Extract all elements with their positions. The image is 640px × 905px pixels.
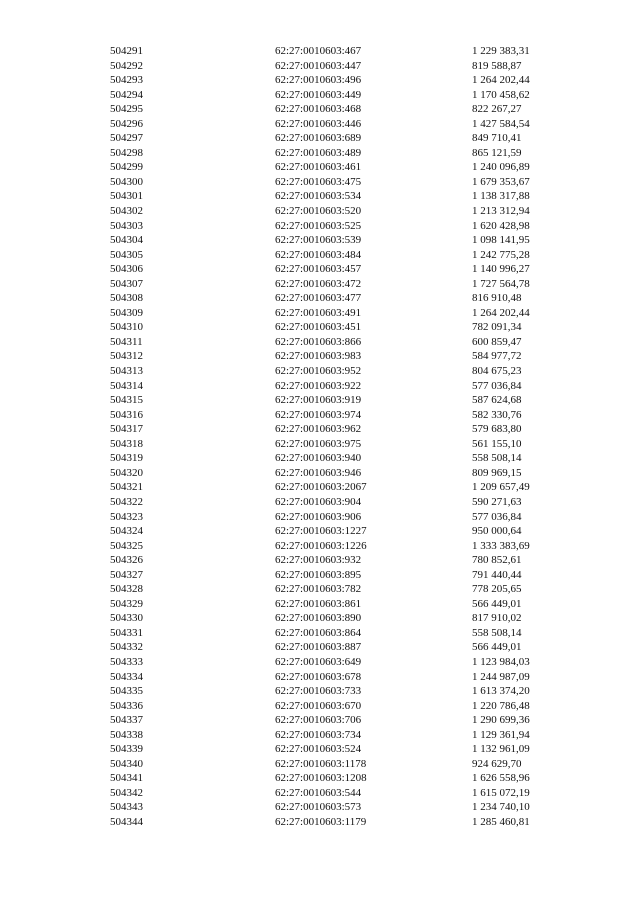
cadastral-value: 600 859,47: [472, 335, 522, 348]
cadastral-value: 1 123 984,03: [472, 655, 530, 668]
row-number: 504334: [110, 670, 143, 683]
cadastral-number: 62:27:0010603:451: [275, 321, 362, 334]
row-number: 504296: [110, 117, 143, 130]
cadastral-number: 62:27:0010603:946: [275, 466, 362, 479]
cadastral-value: 816 910,48: [472, 292, 522, 305]
table-row: [0, 44, 640, 59]
cadastral-number: 62:27:0010603:447: [275, 59, 362, 72]
cadastral-value: 1 626 558,96: [472, 772, 530, 785]
row-number: 504292: [110, 59, 143, 72]
cadastral-number: 62:27:0010603:932: [275, 554, 362, 567]
table-row: [0, 131, 640, 146]
cadastral-value: 778 205,65: [472, 583, 522, 596]
table-row: [0, 408, 640, 423]
cadastral-value: 782 091,34: [472, 321, 522, 334]
table-row: [0, 73, 640, 88]
cadastral-number: 62:27:0010603:974: [275, 408, 362, 421]
cadastral-value: 1 620 428,98: [472, 219, 530, 232]
row-number: 504315: [110, 394, 143, 407]
cadastral-value: 1 242 775,28: [472, 248, 530, 261]
cadastral-number: 62:27:0010603:983: [275, 350, 362, 363]
table-row: [0, 684, 640, 699]
table-row: [0, 800, 640, 815]
cadastral-value: 584 977,72: [472, 350, 522, 363]
table-row: [0, 480, 640, 495]
cadastral-number: 62:27:0010603:861: [275, 597, 362, 610]
table-row: [0, 655, 640, 670]
cadastral-value: 1 209 657,49: [472, 481, 530, 494]
cadastral-value: 577 036,84: [472, 510, 522, 523]
cadastral-value: 822 267,27: [472, 103, 522, 116]
cadastral-number: 62:27:0010603:1179: [275, 815, 367, 828]
cadastral-number: 62:27:0010603:906: [275, 510, 362, 523]
row-number: 504327: [110, 568, 143, 581]
table-row: [0, 306, 640, 321]
table-row: [0, 291, 640, 306]
cadastral-number: 62:27:0010603:919: [275, 394, 362, 407]
cadastral-value: 791 440,44: [472, 568, 522, 581]
cadastral-value: 865 121,59: [472, 146, 522, 159]
cadastral-number: 62:27:0010603:1227: [275, 525, 367, 538]
row-number: 504324: [110, 525, 143, 538]
cadastral-value: 1 290 699,36: [472, 714, 530, 727]
table-row: [0, 466, 640, 481]
cadastral-number: 62:27:0010603:472: [275, 277, 362, 290]
row-number: 504317: [110, 423, 143, 436]
row-number: 504301: [110, 190, 143, 203]
cadastral-number: 62:27:0010603:940: [275, 452, 362, 465]
cadastral-number: 62:27:0010603:446: [275, 117, 362, 130]
table-row: [0, 437, 640, 452]
cadastral-value: 582 330,76: [472, 408, 522, 421]
row-number: 504312: [110, 350, 143, 363]
row-number: 504291: [110, 45, 143, 57]
table-row: [0, 771, 640, 786]
row-number: 504337: [110, 714, 143, 727]
row-number: 504339: [110, 743, 143, 756]
cadastral-value: 1 727 564,78: [472, 277, 530, 290]
cadastral-number: 62:27:0010603:525: [275, 219, 362, 232]
row-number: 504335: [110, 685, 143, 698]
table-row: [0, 597, 640, 612]
cadastral-value: 579 683,80: [472, 423, 522, 436]
row-number: 504308: [110, 292, 143, 305]
cadastral-value: 1 333 383,69: [472, 539, 530, 552]
cadastral-number: 62:27:0010603:975: [275, 437, 362, 450]
table-row: [0, 102, 640, 117]
cadastral-number: 62:27:0010603:962: [275, 423, 362, 436]
cadastral-number: 62:27:0010603:467: [275, 45, 362, 57]
cadastral-value: 1 285 460,81: [472, 815, 530, 828]
table-row: [0, 248, 640, 263]
row-number: 504299: [110, 161, 143, 174]
cadastral-number: 62:27:0010603:573: [275, 801, 362, 814]
cadastral-number: 62:27:0010603:890: [275, 612, 362, 625]
table-row: [0, 175, 640, 190]
cadastral-number: 62:27:0010603:2067: [275, 481, 367, 494]
cadastral-number: 62:27:0010603:449: [275, 88, 362, 101]
table-row: [0, 670, 640, 685]
table-row: [0, 189, 640, 204]
table-row: [0, 219, 640, 234]
cadastral-number: 62:27:0010603:689: [275, 132, 362, 145]
cadastral-value: 561 155,10: [472, 437, 522, 450]
table-row: [0, 117, 640, 132]
cadastral-number: 62:27:0010603:866: [275, 335, 362, 348]
cadastral-value: 1 427 584,54: [472, 117, 530, 130]
row-number: 504329: [110, 597, 143, 610]
cadastral-value: 1 220 786,48: [472, 699, 530, 712]
table-row: [0, 539, 640, 554]
row-number: 504302: [110, 205, 143, 218]
cadastral-value: 590 271,63: [472, 495, 522, 508]
cadastral-value: 566 449,01: [472, 641, 522, 654]
row-number: 504330: [110, 612, 143, 625]
row-number: 504300: [110, 175, 143, 188]
table-row: [0, 379, 640, 394]
cadastral-value: 1 244 987,09: [472, 670, 530, 683]
table-row: [0, 364, 640, 379]
table-row: [0, 233, 640, 248]
cadastral-number: 62:27:0010603:649: [275, 655, 362, 668]
cadastral-value: 566 449,01: [472, 597, 522, 610]
table-row: [0, 262, 640, 277]
cadastral-number: 62:27:0010603:1208: [275, 772, 367, 785]
table-row: [0, 422, 640, 437]
cadastral-value: 809 969,15: [472, 466, 522, 479]
cadastral-number: 62:27:0010603:895: [275, 568, 362, 581]
cadastral-value: 1 264 202,44: [472, 74, 530, 87]
cadastral-number: 62:27:0010603:678: [275, 670, 362, 683]
cadastral-number: 62:27:0010603:887: [275, 641, 362, 654]
row-number: 504305: [110, 248, 143, 261]
cadastral-number: 62:27:0010603:489: [275, 146, 362, 159]
table-row: [0, 59, 640, 74]
row-number: 504314: [110, 379, 143, 392]
table-row: [0, 451, 640, 466]
table-row: [0, 524, 640, 539]
cadastral-number: 62:27:0010603:864: [275, 626, 362, 639]
cadastral-value: 1 240 096,89: [472, 161, 530, 174]
row-number: 504319: [110, 452, 143, 465]
cadastral-value: 587 624,68: [472, 394, 522, 407]
row-number: 504293: [110, 74, 143, 87]
cadastral-number: 62:27:0010603:524: [275, 743, 362, 756]
cadastral-number: 62:27:0010603:782: [275, 583, 362, 596]
row-number: 504341: [110, 772, 143, 785]
table-row: [0, 626, 640, 641]
cadastral-number: 62:27:0010603:733: [275, 685, 362, 698]
cadastral-value: 817 910,02: [472, 612, 522, 625]
row-number: 504297: [110, 132, 143, 145]
table-row: [0, 277, 640, 292]
cadastral-value: 558 508,14: [472, 452, 522, 465]
row-number: 504340: [110, 757, 143, 770]
cadastral-number: 62:27:0010603:539: [275, 234, 362, 247]
table-row: [0, 204, 640, 219]
row-number: 504304: [110, 234, 143, 247]
row-number: 504311: [110, 335, 143, 348]
row-number: 504298: [110, 146, 143, 159]
row-number: 504318: [110, 437, 143, 450]
cadastral-number: 62:27:0010603:534: [275, 190, 362, 203]
table-row: [0, 510, 640, 525]
row-number: 504316: [110, 408, 143, 421]
row-number: 504322: [110, 495, 143, 508]
table-row: [0, 160, 640, 175]
cadastral-value: 1 679 353,67: [472, 175, 530, 188]
table-row: [0, 568, 640, 583]
cadastral-number: 62:27:0010603:468: [275, 103, 362, 116]
row-number: 504303: [110, 219, 143, 232]
cadastral-value: 924 629,70: [472, 757, 522, 770]
cadastral-value-table: [0, 44, 640, 830]
cadastral-value: 950 000,64: [472, 525, 522, 538]
cadastral-value: 804 675,23: [472, 365, 522, 378]
cadastral-number: 62:27:0010603:1178: [275, 757, 367, 770]
row-number: 504332: [110, 641, 143, 654]
row-number: 504307: [110, 277, 143, 290]
cadastral-number: 62:27:0010603:706: [275, 714, 362, 727]
cadastral-value: 1 264 202,44: [472, 306, 530, 319]
row-number: 504321: [110, 481, 143, 494]
row-number: 504325: [110, 539, 143, 552]
cadastral-number: 62:27:0010603:734: [275, 728, 362, 741]
table-row: [0, 582, 640, 597]
cadastral-value: 1 613 374,20: [472, 685, 530, 698]
cadastral-value: 1 229 383,31: [472, 45, 530, 57]
cadastral-value: 558 508,14: [472, 626, 522, 639]
table-row: [0, 611, 640, 626]
cadastral-number: 62:27:0010603:904: [275, 495, 362, 508]
cadastral-number: 62:27:0010603:484: [275, 248, 362, 261]
table-row: [0, 88, 640, 103]
cadastral-number: 62:27:0010603:477: [275, 292, 362, 305]
cadastral-value: 1 138 317,88: [472, 190, 530, 203]
table-row: [0, 815, 640, 830]
cadastral-value: 1 234 740,10: [472, 801, 530, 814]
row-number: 504294: [110, 88, 143, 101]
row-number: 504310: [110, 321, 143, 334]
row-number: 504295: [110, 103, 143, 116]
row-number: 504344: [110, 815, 143, 828]
cadastral-value: 849 710,41: [472, 132, 522, 145]
cadastral-value: 780 852,61: [472, 554, 522, 567]
cadastral-number: 62:27:0010603:461: [275, 161, 362, 174]
cadastral-value: 577 036,84: [472, 379, 522, 392]
row-number: 504313: [110, 365, 143, 378]
cadastral-value: 1 098 141,95: [472, 234, 530, 247]
cadastral-value: 1 170 458,62: [472, 88, 530, 101]
cadastral-number: 62:27:0010603:1226: [275, 539, 367, 552]
table-row: [0, 146, 640, 161]
cadastral-number: 62:27:0010603:544: [275, 786, 362, 799]
table-row: [0, 728, 640, 743]
row-number: 504309: [110, 306, 143, 319]
cadastral-value: 819 588,87: [472, 59, 522, 72]
cadastral-number: 62:27:0010603:520: [275, 205, 362, 218]
cadastral-value: 1 132 961,09: [472, 743, 530, 756]
row-number: 504326: [110, 554, 143, 567]
row-number: 504342: [110, 786, 143, 799]
cadastral-number: 62:27:0010603:496: [275, 74, 362, 87]
row-number: 504331: [110, 626, 143, 639]
row-number: 504338: [110, 728, 143, 741]
table-row: [0, 699, 640, 714]
row-number: 504328: [110, 583, 143, 596]
table-row: [0, 335, 640, 350]
cadastral-number: 62:27:0010603:922: [275, 379, 362, 392]
row-number: 504336: [110, 699, 143, 712]
cadastral-value: 1 213 312,94: [472, 205, 530, 218]
cadastral-value: 1 615 072,19: [472, 786, 530, 799]
table-row: [0, 786, 640, 801]
row-number: 504306: [110, 263, 143, 276]
cadastral-number: 62:27:0010603:457: [275, 263, 362, 276]
cadastral-number: 62:27:0010603:475: [275, 175, 362, 188]
table-row: [0, 349, 640, 364]
cadastral-number: 62:27:0010603:491: [275, 306, 362, 319]
table-row: [0, 320, 640, 335]
row-number: 504343: [110, 801, 143, 814]
table-row: [0, 393, 640, 408]
row-number: 504323: [110, 510, 143, 523]
row-number: 504333: [110, 655, 143, 668]
table-row: [0, 640, 640, 655]
table-row: [0, 495, 640, 510]
table-row: [0, 757, 640, 772]
row-number: 504320: [110, 466, 143, 479]
table-row: [0, 553, 640, 568]
table-row: [0, 742, 640, 757]
cadastral-value: 1 129 361,94: [472, 728, 530, 741]
cadastral-number: 62:27:0010603:952: [275, 365, 362, 378]
cadastral-value: 1 140 996,27: [472, 263, 530, 276]
cadastral-number: 62:27:0010603:670: [275, 699, 362, 712]
table-row: [0, 713, 640, 728]
